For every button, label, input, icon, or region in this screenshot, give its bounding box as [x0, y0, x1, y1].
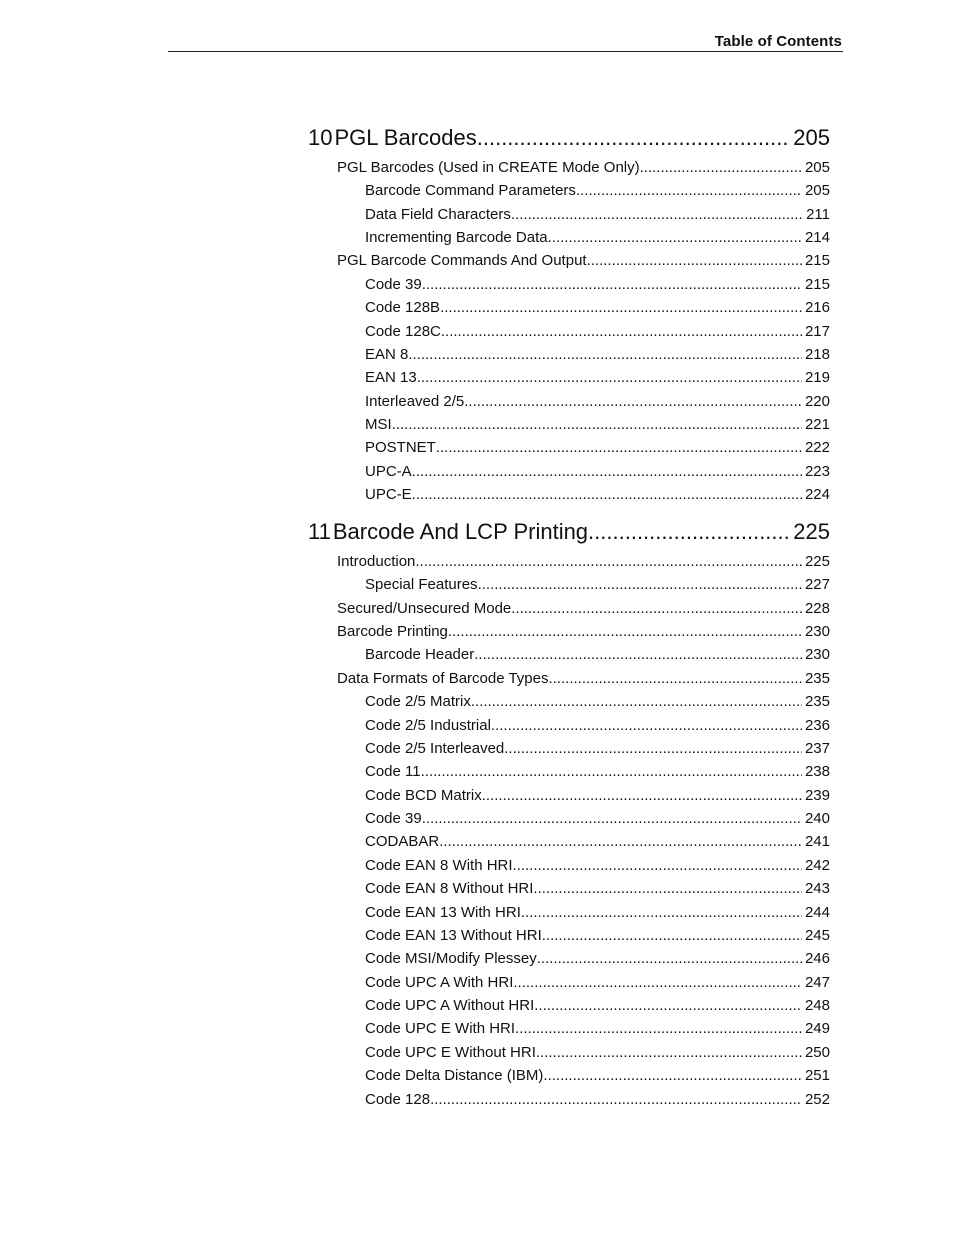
entry-page-number: 228 [804, 600, 830, 617]
entry-label: Code EAN 8 With HRI [365, 857, 513, 874]
entry-label: Barcode Header [365, 646, 475, 663]
entry-page-number: 220 [804, 393, 830, 410]
entry-label: Special Features [365, 576, 478, 593]
entry-label: Code UPC A Without HRI [365, 997, 535, 1014]
toc-subsection-entry[interactable] [365, 1019, 830, 1039]
entry-label: PGL Barcode Commands And Output [337, 252, 587, 269]
dot-leader [491, 716, 802, 736]
entry-page-number: 243 [804, 880, 830, 897]
toc-subsection-entry[interactable] [365, 903, 830, 923]
dot-leader [542, 926, 802, 946]
dot-leader [548, 228, 802, 248]
dot-leader [588, 518, 790, 546]
entry-page-number: 221 [804, 416, 830, 433]
dot-leader [439, 832, 802, 852]
entry-label: Code 39 [365, 276, 422, 293]
toc-subsection-entry[interactable] [365, 879, 830, 899]
entry-page-number: 214 [804, 229, 830, 246]
toc-subsection-entry[interactable] [365, 786, 830, 806]
dot-leader [515, 1019, 802, 1039]
toc-subsection-entry[interactable] [365, 205, 830, 225]
entry-label: Code 39 [365, 810, 422, 827]
entry-page-number: 205 [804, 182, 830, 199]
dot-leader [640, 158, 802, 178]
dot-leader [422, 275, 802, 295]
chapter-title: PGL Barcodes [334, 125, 477, 150]
entry-page-number: 237 [804, 740, 830, 757]
dot-leader [422, 809, 802, 829]
entry-page-number: 248 [804, 997, 830, 1014]
entry-label: Data Formats of Barcode Types [337, 670, 549, 687]
toc-subsection-entry[interactable] [365, 949, 830, 969]
dot-leader [543, 1066, 802, 1086]
chapter-number: 10 [308, 125, 333, 150]
entry-page-number: 252 [804, 1091, 830, 1108]
running-header-title: Table of Contents [714, 33, 842, 50]
dot-leader [417, 368, 802, 388]
entry-label: Code UPC E With HRI [365, 1020, 516, 1037]
toc-section-entry[interactable] [337, 599, 830, 619]
entry-page-number: 211 [806, 206, 830, 223]
entry-label: Code MSI/Modify Plessey [365, 950, 537, 967]
toc-subsection-entry[interactable] [365, 345, 830, 365]
entry-label: Interleaved 2/5 [365, 393, 465, 410]
entry-page-number: 223 [804, 463, 830, 480]
dot-leader [521, 903, 802, 923]
entry-page-number: 236 [804, 717, 830, 734]
entry-label: Code 2/5 Interleaved [365, 740, 505, 757]
chapter-heading[interactable] [308, 124, 830, 152]
toc-subsection-entry[interactable] [365, 322, 830, 342]
dot-leader [513, 856, 802, 876]
chapter-number: 11 [308, 519, 331, 544]
entry-page-number: 235 [804, 670, 830, 687]
entry-page-number: 245 [804, 927, 830, 944]
toc-subsection-entry[interactable] [365, 645, 830, 665]
entry-page-number: 247 [804, 974, 830, 991]
entry-label: Code 2/5 Matrix [365, 693, 471, 710]
dot-leader [534, 996, 802, 1016]
chapter-title: Barcode And LCP Printing [332, 519, 589, 544]
toc-subsection-entry[interactable] [365, 392, 830, 412]
entry-page-number: 235 [804, 693, 830, 710]
dot-leader [576, 181, 802, 201]
entry-label: Code 11 [365, 763, 421, 780]
entry-page-number: 238 [804, 763, 830, 780]
toc-subsection-entry[interactable] [365, 438, 830, 458]
toc-subsection-entry[interactable] [365, 575, 830, 595]
dot-leader [412, 462, 802, 482]
entry-label: POSTNET [365, 439, 436, 456]
entry-page-number: 217 [804, 323, 830, 340]
entry-label: Code 128B [365, 299, 441, 316]
entry-label: UPC-A [365, 463, 412, 480]
dot-leader [441, 322, 802, 342]
toc-subsection-entry[interactable] [365, 1043, 830, 1063]
dot-leader [504, 739, 802, 759]
entry-page-number: 215 [804, 252, 830, 269]
dot-leader [392, 415, 802, 435]
entry-label: Code 2/5 Industrial [365, 717, 491, 734]
dot-leader [477, 124, 791, 152]
toc-section-entry[interactable] [337, 552, 830, 572]
toc-subsection-entry[interactable] [365, 926, 830, 946]
dot-leader [587, 251, 802, 271]
dot-leader [464, 392, 802, 412]
entry-label: Code UPC E Without HRI [365, 1044, 536, 1061]
chapter-page-number: 205 [793, 125, 830, 150]
dot-leader [471, 692, 802, 712]
dot-leader [412, 485, 802, 505]
header-rule [168, 51, 843, 52]
entry-label: EAN 13 [365, 369, 417, 386]
entry-page-number: 225 [804, 553, 830, 570]
toc-subsection-entry[interactable] [365, 1090, 830, 1110]
entry-label: Code EAN 8 Without HRI [365, 880, 534, 897]
toc-subsection-entry[interactable] [365, 832, 830, 852]
dot-leader [511, 599, 802, 619]
dot-leader [537, 949, 802, 969]
toc-subsection-entry[interactable] [365, 485, 830, 505]
toc-subsection-entry[interactable] [365, 692, 830, 712]
toc-subsection-entry[interactable] [365, 716, 830, 736]
toc-subsection-entry[interactable] [365, 856, 830, 876]
entry-label: Incrementing Barcode Data [365, 229, 548, 246]
entry-page-number: 246 [804, 950, 830, 967]
entry-label: Code UPC A With HRI [365, 974, 514, 991]
entry-label: Introduction [337, 553, 416, 570]
entry-label: MSI [365, 416, 392, 433]
entry-page-number: 222 [804, 439, 830, 456]
toc-section-entry[interactable] [337, 669, 830, 689]
entry-page-number: 230 [804, 623, 830, 640]
toc-subsection-entry[interactable] [365, 275, 830, 295]
dot-leader [440, 298, 802, 318]
dot-leader [421, 762, 802, 782]
entry-label: CODABAR [365, 833, 440, 850]
entry-page-number: 205 [804, 159, 830, 176]
dot-leader [533, 879, 802, 899]
toc-subsection-entry[interactable] [365, 996, 830, 1016]
toc-subsection-entry[interactable] [365, 809, 830, 829]
entry-page-number: 224 [804, 486, 830, 503]
entry-page-number: 219 [804, 369, 830, 386]
toc-subsection-entry[interactable] [365, 1066, 830, 1086]
toc-section-entry[interactable] [337, 622, 830, 642]
entry-page-number: 215 [804, 276, 830, 293]
chapter-page-number: 225 [793, 519, 830, 544]
toc-subsection-entry[interactable] [365, 739, 830, 759]
toc-subsection-entry[interactable] [365, 228, 830, 248]
entry-page-number: 227 [804, 576, 830, 593]
entry-label: Code BCD Matrix [365, 787, 482, 804]
entry-label: PGL Barcodes (Used in CREATE Mode Only) [337, 159, 640, 176]
toc-subsection-entry[interactable] [365, 462, 830, 482]
toc-subsection-entry[interactable] [365, 181, 830, 201]
dot-leader [448, 622, 802, 642]
toc-subsection-entry[interactable] [365, 415, 830, 435]
entry-label: Code EAN 13 With HRI [365, 904, 521, 921]
entry-label: Secured/Unsecured Mode [337, 600, 512, 617]
dot-leader [549, 669, 802, 689]
entry-page-number: 249 [804, 1020, 830, 1037]
entry-label: Data Field Characters [365, 206, 511, 223]
entry-label: Code Delta Distance (IBM) [365, 1067, 544, 1084]
entry-page-number: 216 [804, 299, 830, 316]
toc-section-entry[interactable] [337, 251, 830, 271]
entry-page-number: 250 [804, 1044, 830, 1061]
entry-label: EAN 8 [365, 346, 409, 363]
entry-page-number: 241 [804, 833, 830, 850]
toc-subsection-entry[interactable] [365, 973, 830, 993]
dot-leader [430, 1090, 802, 1110]
entry-page-number: 230 [804, 646, 830, 663]
dot-leader [408, 345, 802, 365]
toc-section-entry[interactable] [337, 158, 830, 178]
entry-label: Barcode Command Parameters [365, 182, 576, 199]
dot-leader [415, 552, 802, 572]
entry-label: Code 128 [365, 1091, 431, 1108]
dot-leader [511, 205, 803, 225]
entry-page-number: 218 [804, 346, 830, 363]
dot-leader [474, 645, 802, 665]
dot-leader [513, 973, 802, 993]
toc-subsection-entry[interactable] [365, 762, 830, 782]
entry-page-number: 242 [804, 857, 830, 874]
entry-page-number: 251 [804, 1067, 830, 1084]
entry-label: Code 128C [365, 323, 441, 340]
entry-page-number: 240 [804, 810, 830, 827]
dot-leader [478, 575, 802, 595]
toc-subsection-entry[interactable] [365, 298, 830, 318]
toc-subsection-entry[interactable] [365, 368, 830, 388]
entry-label: UPC-E [365, 486, 412, 503]
chapter-heading[interactable] [308, 518, 830, 546]
dot-leader [482, 786, 802, 806]
entry-page-number: 244 [804, 904, 830, 921]
entry-label: Code EAN 13 Without HRI [365, 927, 542, 944]
dot-leader [536, 1043, 802, 1063]
entry-page-number: 239 [804, 787, 830, 804]
entry-label: Barcode Printing [337, 623, 448, 640]
dot-leader [436, 438, 802, 458]
